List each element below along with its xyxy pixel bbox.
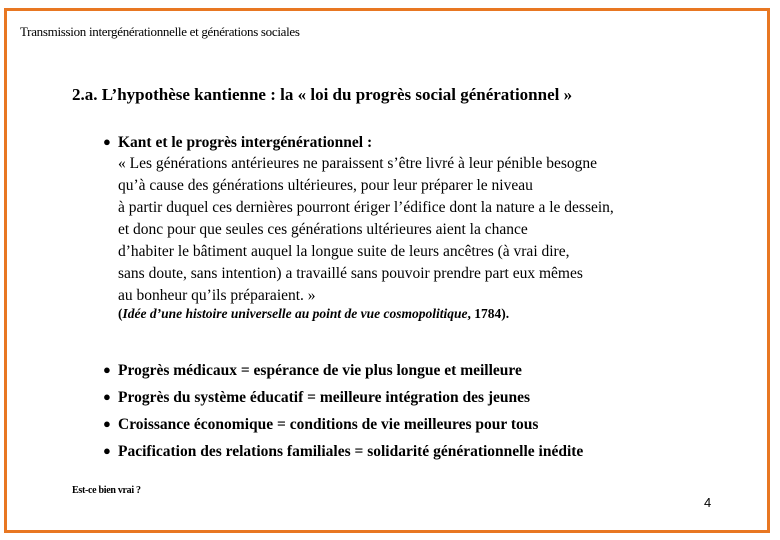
quote-line: sans doute, sans intention) a travaillé sans pouvoir prendre part eux mêmes (118, 265, 583, 282)
slide-title: 2.a. L’hypothèse kantienne : la « loi du progrès social générationnel » (72, 85, 573, 104)
quote-line: qu’à cause des générations ultérieures, pour leur préparer le niveau (118, 177, 533, 194)
quote-citation: (Idée d’une histoire universelle au point de vue cosmopolitique, 1784). (118, 306, 510, 321)
quote-line: d’habiter le bâtiment auquel la longue suite de leurs ancêtres (à vrai dire, (118, 243, 570, 260)
kant-bullet-item (103, 131, 372, 154)
quote-line: au bonheur qu’ils préparaient. » (118, 287, 316, 304)
bullet-icon: ● (103, 362, 111, 377)
progress-bullet-list (103, 357, 583, 465)
bullet-icon: ● (103, 443, 111, 458)
bullet-icon: ● (103, 134, 111, 149)
quote-line: « Les générations antérieures ne paraissent s’être livré à leur pénible besogne (118, 155, 598, 172)
footnote: Est-ce bien vrai ? (72, 485, 141, 496)
quote-line: à partir duquel ces dernières pourront ériger l’édifice dont la nature a le dessein, (118, 199, 614, 216)
list-item: ● Croissance économique = conditions de vie meilleures pour tous (103, 411, 583, 438)
citation-work-title: Idée d’une histoire universelle au point de vue cosmopolitique (122, 306, 468, 321)
bullet-icon: ● (103, 416, 111, 431)
kant-bullet-text: Kant et le progrès intergénérationnel : (118, 134, 373, 151)
list-item: ● Progrès du système éducatif = meilleure intégration des jeunes (103, 384, 583, 411)
page-number: 4 (704, 495, 712, 510)
list-item: ● Progrès médicaux = espérance de vie plus longue et meilleure (103, 357, 583, 384)
kant-quote (118, 153, 614, 307)
slide-header: Transmission intergénérationnelle et générations sociales (20, 24, 300, 39)
list-item: ● Pacification des relations familiales = solidarité générationnelle inédite (103, 438, 583, 465)
bullet-icon: ● (103, 389, 111, 404)
quote-line: et donc pour que seules ces générations ultérieures aient la chance (118, 221, 528, 238)
